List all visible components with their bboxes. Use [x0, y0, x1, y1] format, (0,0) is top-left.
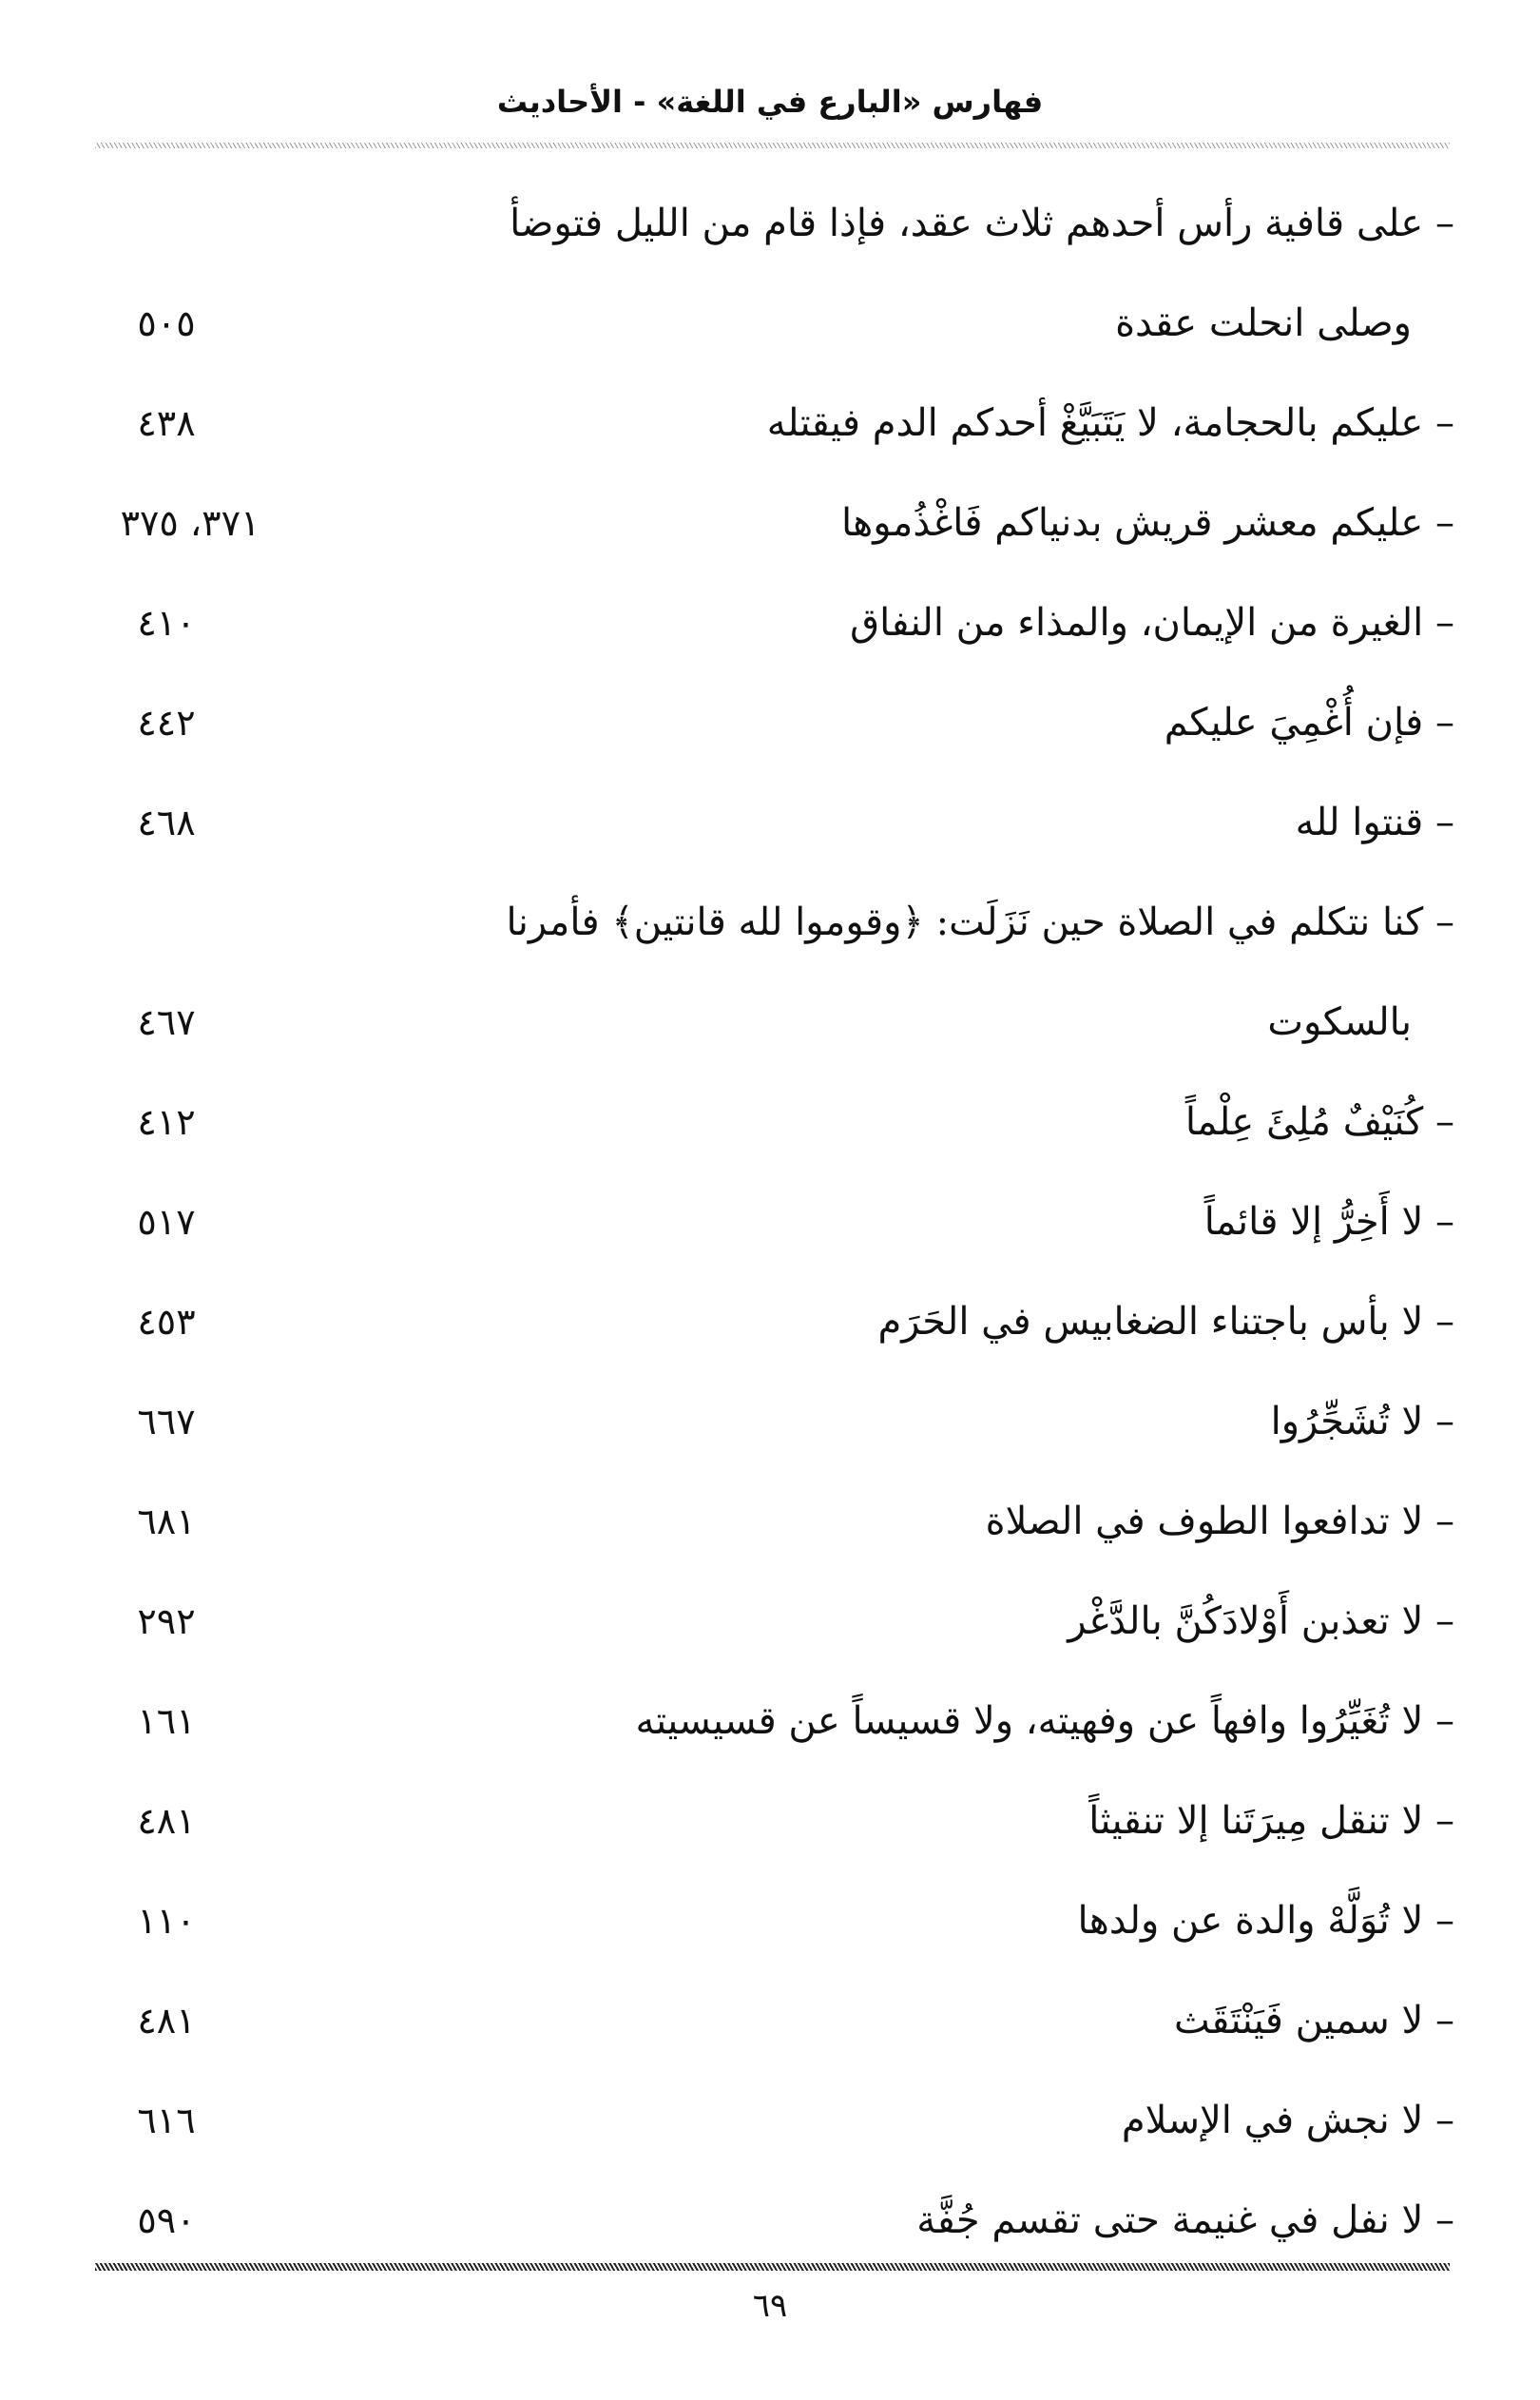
entry-text: – كُنَيْفٌ مُلِئَ عِلْماً	[1184, 1100, 1454, 1144]
entry-text: – لا تُشَجِّرُوا	[1270, 1400, 1454, 1443]
entry-text: وصلى انحلت عقدة	[1115, 301, 1412, 345]
entry-text: – لا سمين فَيَنْتَقَث	[1174, 1999, 1454, 2042]
entry-pages: ٦٨١	[137, 1500, 196, 1542]
entry-pages: ٤٣٨	[137, 402, 196, 444]
header-rule	[95, 143, 1450, 148]
page-number: ٦٩	[752, 2287, 788, 2325]
list-item	[0, 195, 1540, 295]
list-item	[0, 1992, 1540, 2092]
list-item	[0, 894, 1540, 994]
entry-pages: ٥٠٥	[137, 302, 196, 344]
list-item	[0, 1094, 1540, 1193]
entry-text: – على قافية رأس أحدهم ثلاث عقد، فإذا قام من الليل فتوضأ	[510, 202, 1454, 245]
list-item	[0, 1693, 1540, 1792]
entry-pages: ٤١٠	[137, 602, 196, 644]
list-item	[0, 1792, 1540, 1892]
entry-text: – كنا نتكلم في الصلاة حين نَزَلَت: ﴿وقوموا لله قانتين﴾ فأمرنا	[506, 900, 1454, 944]
running-header: فهارس «البارع في اللغة» - الأحاديث	[496, 84, 1044, 120]
entry-pages: ٤٦٨	[137, 802, 196, 843]
footer-rule	[95, 2263, 1450, 2271]
list-item	[0, 994, 1540, 1094]
entry-pages: ٥٩٠	[137, 2199, 196, 2241]
entry-text: – قنتوا لله	[1295, 801, 1454, 844]
entry-text: – لا تعذبن أَوْلادَكُنَّ بالدَّغْر	[1068, 1599, 1454, 1643]
entry-pages: ٦١٦	[137, 2100, 196, 2141]
entry-text: – لا بأس باجتناء الضغابيس في الحَرَم	[877, 1300, 1454, 1344]
entry-text: – لا نجش في الإسلام	[1121, 2099, 1454, 2142]
list-item	[0, 794, 1540, 894]
list-item	[0, 1593, 1540, 1693]
entry-text: – فإن أُغْمِيَ عليكم	[1164, 701, 1454, 745]
entry-text: بالسكوت	[1267, 1000, 1412, 1044]
list-item	[0, 1193, 1540, 1293]
entry-text: – لا تُغَيِّرُوا وافهاً عن وفهيته، ولا قسيساً عن قسيسيته	[635, 1699, 1454, 1743]
entry-pages: ٤١٢	[137, 1101, 196, 1143]
hadith-index-list	[0, 195, 1540, 2292]
list-item	[0, 395, 1540, 494]
list-item	[0, 694, 1540, 794]
entry-pages: ٤٨١	[137, 1800, 196, 1842]
entry-text: – لا تُوَلَّهْ والدة عن ولدها	[1077, 1899, 1454, 1943]
entry-text: – عليكم بالحجامة، لا يَتَبَيَّغْ أحدكم الدم فيقتله	[766, 401, 1454, 445]
list-item	[0, 594, 1540, 694]
entry-pages: ٦٦٧	[137, 1401, 196, 1442]
entry-text: – عليكم معشر قريش بدنياكم فَاغْذُموها	[840, 501, 1454, 545]
entry-text: – لا تدافعوا الطوف في الصلاة	[985, 1500, 1454, 1543]
entry-text: – لا أَخِرُّ إلا قائماً	[1203, 1200, 1454, 1244]
entry-pages: ٢٩٢	[137, 1600, 196, 1642]
entry-pages: ٤٤٢	[137, 702, 196, 744]
list-item	[0, 1493, 1540, 1593]
entry-pages: ١٦١	[137, 1700, 196, 1742]
entry-pages: ٤٦٧	[137, 1001, 196, 1043]
list-item	[0, 2192, 1540, 2292]
entry-pages: ٤٥٣	[137, 1301, 196, 1343]
entry-pages: ٤٨١	[137, 2000, 196, 2042]
entry-pages: ٥١٧	[137, 1201, 196, 1243]
list-item	[0, 295, 1540, 395]
entry-pages: ٣٧١، ٣٧٥	[120, 502, 260, 544]
entry-text: – لا تنقل مِيرَتَنا إلا تنقيثاً	[1088, 1799, 1454, 1843]
list-item	[0, 2092, 1540, 2192]
entry-pages: ١١٠	[137, 1900, 196, 1942]
list-item	[0, 1892, 1540, 1992]
list-item	[0, 494, 1540, 594]
entry-text: – الغيرة من الإيمان، والمذاء من النفاق	[850, 601, 1454, 645]
list-item	[0, 1293, 1540, 1393]
list-item	[0, 1393, 1540, 1493]
entry-text: – لا نفل في غنيمة حتى تقسم جُفَّة	[916, 2198, 1454, 2242]
